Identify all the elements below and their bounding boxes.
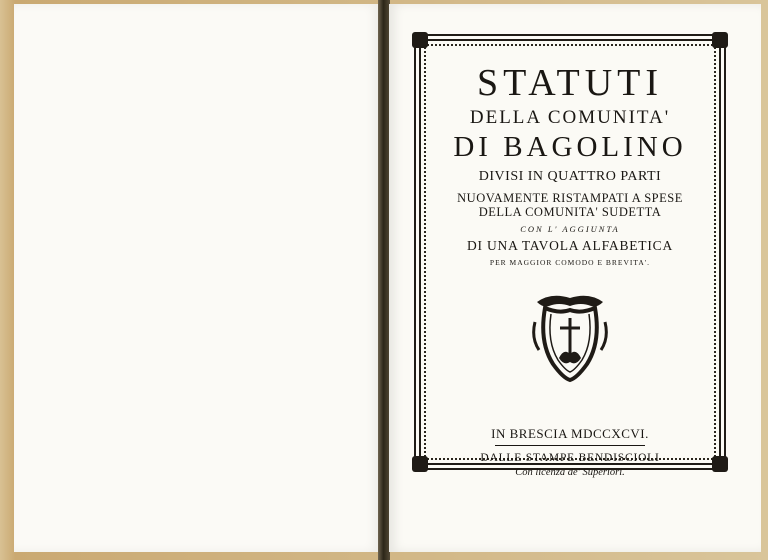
imprint-line: IN BRESCIA MDCCXCVI.: [491, 426, 649, 441]
addition-line: CON L' AGGIUNTA: [520, 224, 620, 234]
coat-of-arms-cross-icon: [531, 292, 609, 384]
left-blank-page: [14, 4, 380, 552]
licence-line: Con licenza de' Superiori.: [515, 467, 625, 478]
reprint-line-2: DELLA COMUNITA' SUDETTA: [478, 205, 662, 219]
ornamental-border: [414, 34, 726, 478]
book-title: STATUTI: [476, 62, 664, 104]
imprint-rule: [495, 445, 645, 446]
printer-line: DALLE STAMPE BENDISCIOLI: [480, 452, 660, 464]
place-name: DI BAGOLINO: [453, 131, 687, 163]
title-subtitle: DELLA COMUNITA': [469, 107, 671, 128]
tavola-line: DI UNA TAVOLA ALFABETICA: [466, 238, 673, 253]
purpose-line: PER MAGGIOR COMODO E BREVITA'.: [489, 258, 651, 267]
reprint-line-1: NUOVAMENTE RISTAMPATI A SPESE: [457, 191, 683, 205]
title-page-text: [421, 41, 719, 479]
title-page: [389, 4, 761, 552]
parts-line: DIVISI IN QUATTRO PARTI: [478, 169, 662, 184]
